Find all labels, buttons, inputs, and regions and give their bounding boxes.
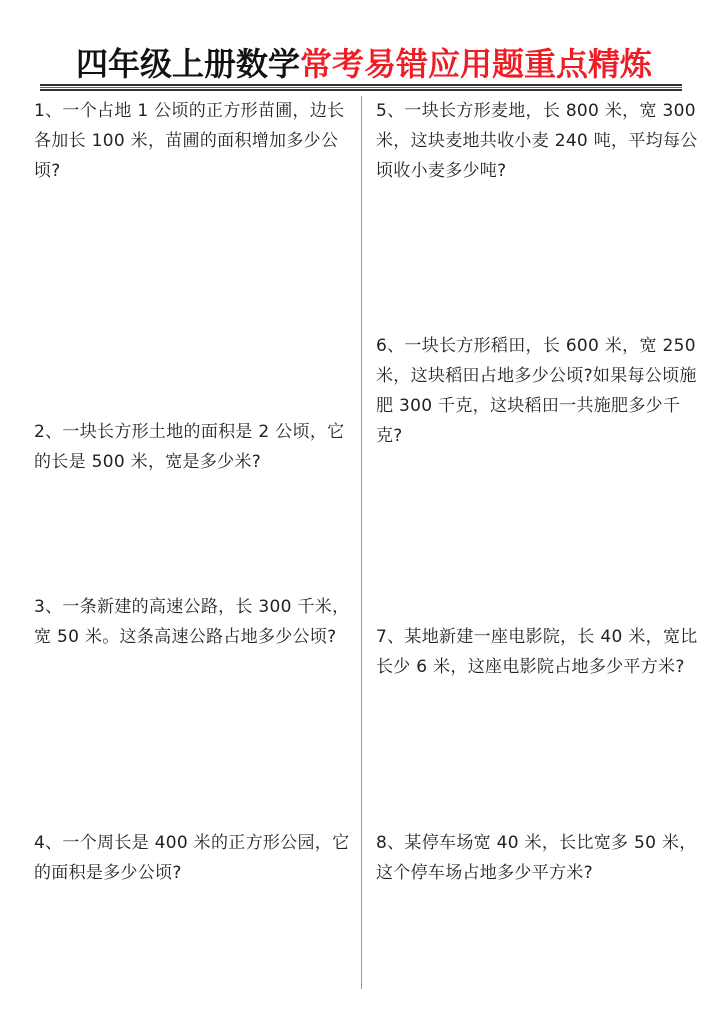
problem-6: 6、一块长方形稻田，长 600 米，宽 250 米，这块稻田占地多少公顷?如果每公顷施肥 300 千克，这块稻田一共施肥多少千克? <box>376 336 697 446</box>
problem-3: 3、一条新建的高速公路，长 300 千米，宽 50 米。这条高速公路占地多少公顷? <box>34 597 350 647</box>
problem-2: 2、一块长方形土地的面积是 2 公顷，它的长是 500 米，宽是多少米? <box>34 422 345 472</box>
page-title <box>56 44 672 84</box>
title-red-part: 常考易错应用题重点精炼 <box>300 45 653 83</box>
column-divider <box>361 96 362 989</box>
title-underline-middle <box>40 87 682 88</box>
title-underline-top <box>40 84 682 86</box>
title-black-part: 四年级上册数学 <box>75 45 300 83</box>
problem-8: 8、某停车场宽 40 米，长比宽多 50 米，这个停车场占地多少平方米? <box>376 833 697 883</box>
problem-7: 7、某地新建一座电影院，长 40 米，宽比长少 6 米，这座电影院占地多少平方米? <box>376 627 698 677</box>
problem-5: 5、一块长方形麦地，长 800 米，宽 300 米，这块麦地共收小麦 240 吨，平均每公顷收小麦多少吨? <box>376 101 698 181</box>
title-underline-bottom <box>40 89 682 91</box>
problem-1: 1、一个占地 1 公顷的正方形苗圃，边长各加长 100 米，苗圃的面积增加多少公顷? <box>34 101 345 181</box>
problem-4: 4、一个周长是 400 米的正方形公园，它的面积是多少公顷? <box>34 833 350 883</box>
